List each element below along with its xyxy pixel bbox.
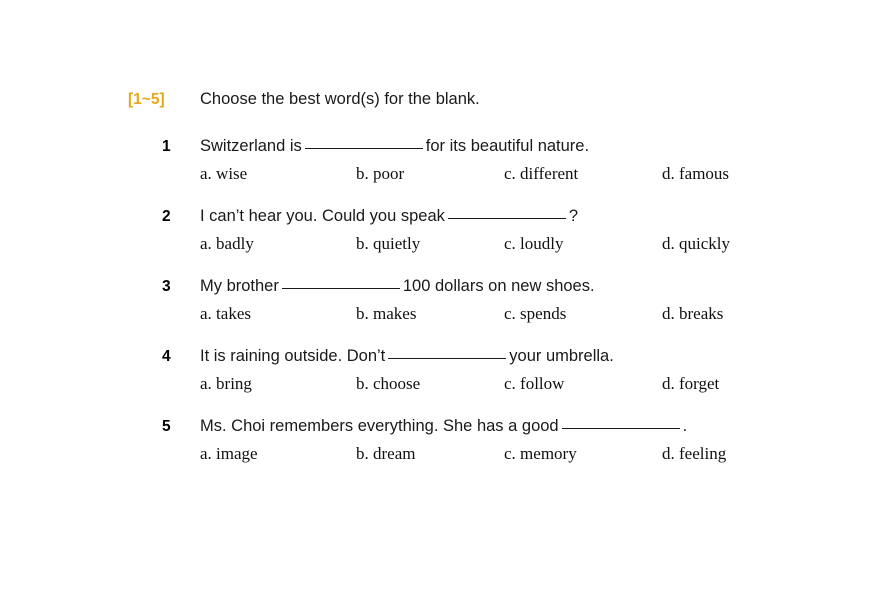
- option-d[interactable]: d. forget: [662, 374, 720, 393]
- question-4: [128, 345, 768, 394]
- stem-before-blank: I can’t hear you. Could you speak: [200, 207, 445, 225]
- question-number: 2: [162, 208, 171, 225]
- option-a[interactable]: a. wise: [200, 164, 248, 183]
- answer-blank[interactable]: [448, 205, 566, 219]
- answer-blank[interactable]: [282, 275, 400, 289]
- answer-blank[interactable]: [388, 345, 506, 359]
- question-stem: [200, 345, 614, 366]
- directions: [128, 90, 768, 109]
- option-b[interactable]: b. choose: [356, 374, 421, 393]
- options-row: [128, 374, 768, 394]
- option-d[interactable]: d. quickly: [662, 234, 730, 253]
- directions-text: Choose the best word(s) for the blank.: [200, 90, 480, 108]
- option-b[interactable]: b. poor: [356, 164, 405, 183]
- option-c[interactable]: c. different: [504, 164, 579, 183]
- options-row: [128, 234, 768, 254]
- answer-blank[interactable]: [305, 135, 423, 149]
- worksheet-body: [128, 90, 768, 485]
- option-b[interactable]: b. dream: [356, 444, 416, 463]
- question-1: [128, 135, 768, 184]
- question-stem-row: [128, 205, 768, 226]
- options-row: [128, 164, 768, 184]
- question-stem: [200, 415, 687, 436]
- stem-after-blank: for its beautiful nature.: [425, 137, 590, 155]
- option-a[interactable]: a. badly: [200, 234, 254, 253]
- question-stem: [200, 205, 578, 226]
- option-d[interactable]: d. feeling: [662, 444, 727, 463]
- option-b[interactable]: b. quietly: [356, 234, 421, 253]
- question-3: [128, 275, 768, 324]
- question-number: 4: [162, 348, 171, 365]
- stem-before-blank: My brother: [200, 277, 279, 295]
- stem-after-blank: ?: [568, 207, 579, 225]
- option-c[interactable]: c. loudly: [504, 234, 564, 253]
- stem-after-blank: your umbrella.: [509, 347, 614, 365]
- option-a[interactable]: a. image: [200, 444, 258, 463]
- option-a[interactable]: a. takes: [200, 304, 251, 323]
- option-c[interactable]: c. spends: [504, 304, 567, 323]
- question-stem-row: [128, 415, 768, 436]
- question-2: [128, 205, 768, 254]
- question-stem-row: [128, 275, 768, 296]
- question-stem: [200, 135, 589, 156]
- option-c[interactable]: c. follow: [504, 374, 565, 393]
- option-b[interactable]: b. makes: [356, 304, 417, 323]
- option-d[interactable]: d. breaks: [662, 304, 724, 323]
- question-5: [128, 415, 768, 464]
- options-row: [128, 444, 768, 464]
- stem-after-blank: .: [682, 417, 688, 435]
- stem-before-blank: It is raining outside. Don’t: [200, 347, 386, 365]
- stem-before-blank: Ms. Choi remembers everything. She has a good: [200, 417, 559, 435]
- answer-blank[interactable]: [562, 415, 680, 429]
- question-number: 5: [162, 418, 171, 435]
- question-number: 3: [162, 278, 171, 295]
- question-stem: [200, 275, 595, 296]
- question-stem-row: [128, 135, 768, 156]
- question-range-label: [1~5]: [128, 91, 165, 108]
- question-stem-row: [128, 345, 768, 366]
- stem-before-blank: Switzerland is: [200, 137, 302, 155]
- option-a[interactable]: a. bring: [200, 374, 252, 393]
- option-d[interactable]: d. famous: [662, 164, 730, 183]
- option-c[interactable]: c. memory: [504, 444, 577, 463]
- question-number: 1: [162, 138, 171, 155]
- stem-after-blank: 100 dollars on new shoes.: [402, 277, 595, 295]
- options-row: [128, 304, 768, 324]
